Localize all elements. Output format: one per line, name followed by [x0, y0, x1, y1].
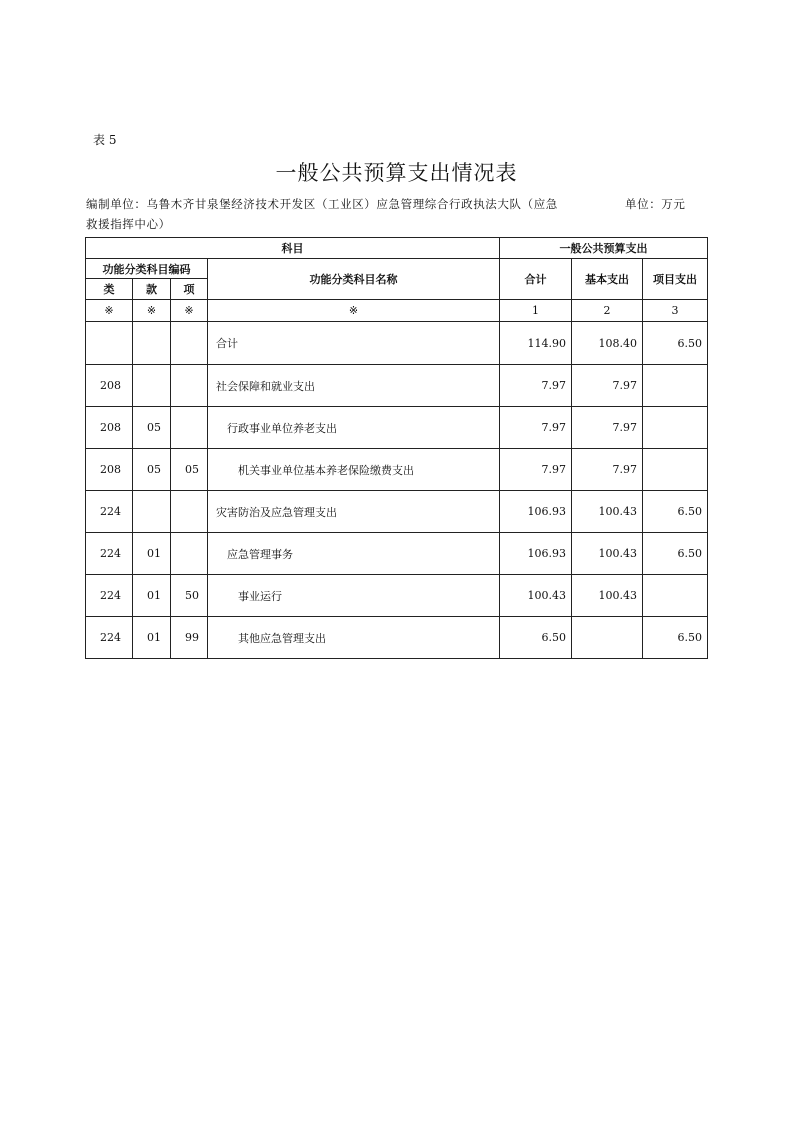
cell-basic: 100.43 [572, 575, 643, 617]
cell-project: 6.50 [643, 491, 708, 533]
col-number-1: 1 [500, 300, 572, 322]
cell-kuan [133, 322, 171, 365]
cell-name: 机关事业单位基本养老保险缴费支出 [208, 449, 500, 491]
cell-lei: 224 [86, 617, 133, 659]
header-lei: 类 [86, 279, 133, 300]
budget-table [85, 237, 708, 659]
cell-total: 106.93 [500, 491, 572, 533]
cell-lei [86, 322, 133, 365]
cell-project [643, 449, 708, 491]
cell-kuan [133, 365, 171, 407]
cell-project [643, 407, 708, 449]
cell-total: 7.97 [500, 365, 572, 407]
cell-kuan: 01 [133, 575, 171, 617]
cell-lei: 224 [86, 575, 133, 617]
cell-xiang: 99 [171, 617, 208, 659]
cell-total: 106.93 [500, 533, 572, 575]
cell-basic: 7.97 [572, 449, 643, 491]
cell-lei: 208 [86, 407, 133, 449]
cell-lei: 208 [86, 449, 133, 491]
header-budget: 一般公共预算支出 [500, 238, 708, 259]
cell-lei: 224 [86, 491, 133, 533]
cell-xiang [171, 491, 208, 533]
cell-basic: 108.40 [572, 322, 643, 365]
header-basic: 基本支出 [572, 259, 643, 300]
cell-xiang [171, 365, 208, 407]
table-row [86, 365, 708, 407]
cell-name: 灾害防治及应急管理支出 [208, 491, 500, 533]
cell-basic: 7.97 [572, 365, 643, 407]
cell-total: 100.43 [500, 575, 572, 617]
mark-lei: ※ [86, 300, 133, 322]
cell-basic: 100.43 [572, 491, 643, 533]
cell-lei: 208 [86, 365, 133, 407]
table-number: 表 5 [93, 133, 117, 147]
cell-xiang [171, 407, 208, 449]
cell-project: 6.50 [643, 322, 708, 365]
cell-total: 114.90 [500, 322, 572, 365]
cell-name: 行政事业单位养老支出 [208, 407, 500, 449]
cell-project: 6.50 [643, 617, 708, 659]
currency-unit: 单位：万元 [625, 197, 686, 211]
header-xiang: 项 [171, 279, 208, 300]
cell-project: 6.50 [643, 533, 708, 575]
cell-total: 7.97 [500, 449, 572, 491]
cell-name: 事业运行 [208, 575, 500, 617]
header-subject: 科目 [86, 238, 500, 259]
cell-total: 7.97 [500, 407, 572, 449]
cell-name: 其他应急管理支出 [208, 617, 500, 659]
cell-kuan [133, 491, 171, 533]
table-row [86, 575, 708, 617]
cell-xiang: 50 [171, 575, 208, 617]
table-row [86, 617, 708, 659]
cell-basic [572, 617, 643, 659]
header-func-code: 功能分类科目编码 [86, 259, 208, 279]
cell-name: 社会保障和就业支出 [208, 365, 500, 407]
compile-unit: 编制单位：乌鲁木齐甘泉堡经济技术开发区（工业区）应急管理综合行政执法大队（应急救援指挥中心） [86, 197, 558, 231]
cell-kuan: 05 [133, 449, 171, 491]
page-title: 一般公共预算支出情况表 [275, 161, 518, 185]
cell-project [643, 365, 708, 407]
header-kuan: 款 [133, 279, 171, 300]
col-number-2: 2 [572, 300, 643, 322]
cell-xiang [171, 533, 208, 575]
header-project: 项目支出 [643, 259, 708, 300]
cell-name: 应急管理事务 [208, 533, 500, 575]
table-row [86, 322, 708, 365]
cell-basic: 7.97 [572, 407, 643, 449]
cell-kuan: 01 [133, 533, 171, 575]
mark-kuan: ※ [133, 300, 171, 322]
mark-xiang: ※ [171, 300, 208, 322]
cell-total: 6.50 [500, 617, 572, 659]
header-total: 合计 [500, 259, 572, 300]
cell-xiang: 05 [171, 449, 208, 491]
table-row [86, 407, 708, 449]
cell-lei: 224 [86, 533, 133, 575]
table-row [86, 533, 708, 575]
table-row [86, 449, 708, 491]
cell-name: 合计 [208, 322, 500, 365]
table-row [86, 491, 708, 533]
cell-xiang [171, 322, 208, 365]
col-number-3: 3 [643, 300, 708, 322]
mark-name: ※ [208, 300, 500, 322]
cell-kuan: 01 [133, 617, 171, 659]
cell-basic: 100.43 [572, 533, 643, 575]
cell-kuan: 05 [133, 407, 171, 449]
cell-project [643, 575, 708, 617]
header-func-name: 功能分类科目名称 [208, 259, 500, 300]
